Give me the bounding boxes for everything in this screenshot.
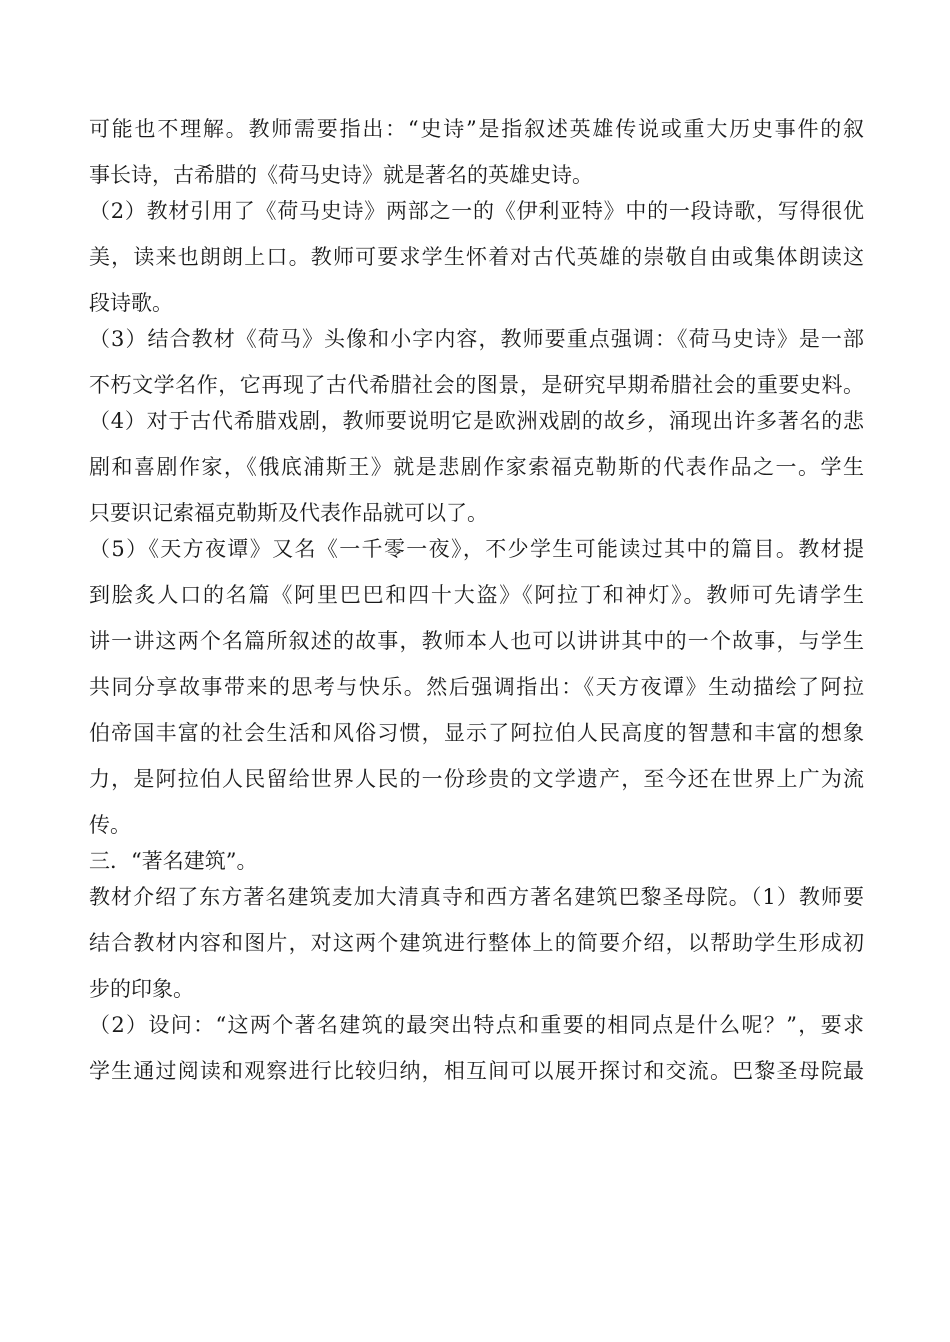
text-line: 事长诗，古希腊的《荷马史诗》就是著名的英雄史诗。 (89, 163, 593, 187)
document-body (89, 117, 864, 1105)
text-line: 只要识记索福克勒斯及代表作品就可以了。 (89, 501, 488, 525)
paragraph-buildings-intro (89, 885, 864, 1001)
text-line: 教材介绍了东方著名建筑麦加大清真寺和西方著名建筑巴黎圣母院。（1）教师要 (89, 885, 864, 909)
paragraph-item-5 (89, 537, 864, 837)
text-line: 讲一讲这两个名篇所叙述的故事，教师本人也可以讲讲其中的一个故事，与学生 (89, 629, 864, 653)
text-line: （2）设问：“这两个著名建筑的最突出特点和重要的相同点是什么呢？”，要求 (89, 1013, 864, 1037)
text-line: （3）结合教材《荷马》头像和小字内容，教师要重点强调：《荷马史诗》是一部 (89, 327, 864, 351)
paragraph-buildings-question (89, 1013, 864, 1083)
paragraph-epic-definition (89, 117, 864, 187)
paragraph-item-2 (89, 199, 864, 315)
text-line: （5）《天方夜谭》又名《一千零一夜》，不少学生可能读过其中的篇目。教材提 (89, 537, 864, 561)
text-line: （2）教材引用了《荷马史诗》两部之一的《伊利亚特》中的一段诗歌，写得很优 (89, 199, 864, 223)
text-line: 美，读来也朗朗上口。教师可要求学生怀着对古代英雄的崇敬自由或集体朗读这 (89, 245, 864, 269)
paragraph-item-4 (89, 409, 864, 525)
text-line: 剧和喜剧作家，《俄底浦斯王》就是悲剧作家索福克勒斯的代表作品之一。学生 (89, 455, 864, 479)
text-line: 步的印象。 (89, 977, 194, 1001)
text-line: 到脍炙人口的名篇《阿里巴巴和四十大盗》《阿拉丁和神灯》。教师可先请学生 (89, 583, 864, 607)
section-heading: 三．“著名建筑”。 (89, 849, 258, 873)
text-line: （4）对于古代希腊戏剧，教师要说明它是欧洲戏剧的故乡，涌现出许多著名的悲 (89, 409, 864, 433)
text-line: 力，是阿拉伯人民留给世界人民的一份珍贵的文学遗产，至今还在世界上广为流 (89, 767, 864, 791)
text-line: 伯帝国丰富的社会生活和风俗习惯，显示了阿拉伯人民高度的智慧和丰富的想象 (89, 721, 864, 745)
text-line: 可能也不理解。教师需要指出：“史诗”是指叙述英雄传说或重大历史事件的叙 (89, 117, 864, 141)
text-line: 结合教材内容和图片，对这两个建筑进行整体上的简要介绍，以帮助学生形成初 (89, 931, 864, 955)
text-line: 段诗歌。 (89, 291, 173, 315)
text-line: 不朽文学名作，它再现了古代希腊社会的图景，是研究早期希腊社会的重要史料。 (89, 373, 864, 397)
text-line: 传。 (89, 813, 131, 837)
text-line: 学生通过阅读和观察进行比较归纳，相互间可以展开探讨和交流。巴黎圣母院最 (89, 1059, 864, 1083)
section-heading-famous-buildings (89, 849, 864, 873)
paragraph-item-3 (89, 327, 864, 397)
text-line: 共同分享故事带来的思考与快乐。然后强调指出：《天方夜谭》生动描绘了阿拉 (89, 675, 864, 699)
